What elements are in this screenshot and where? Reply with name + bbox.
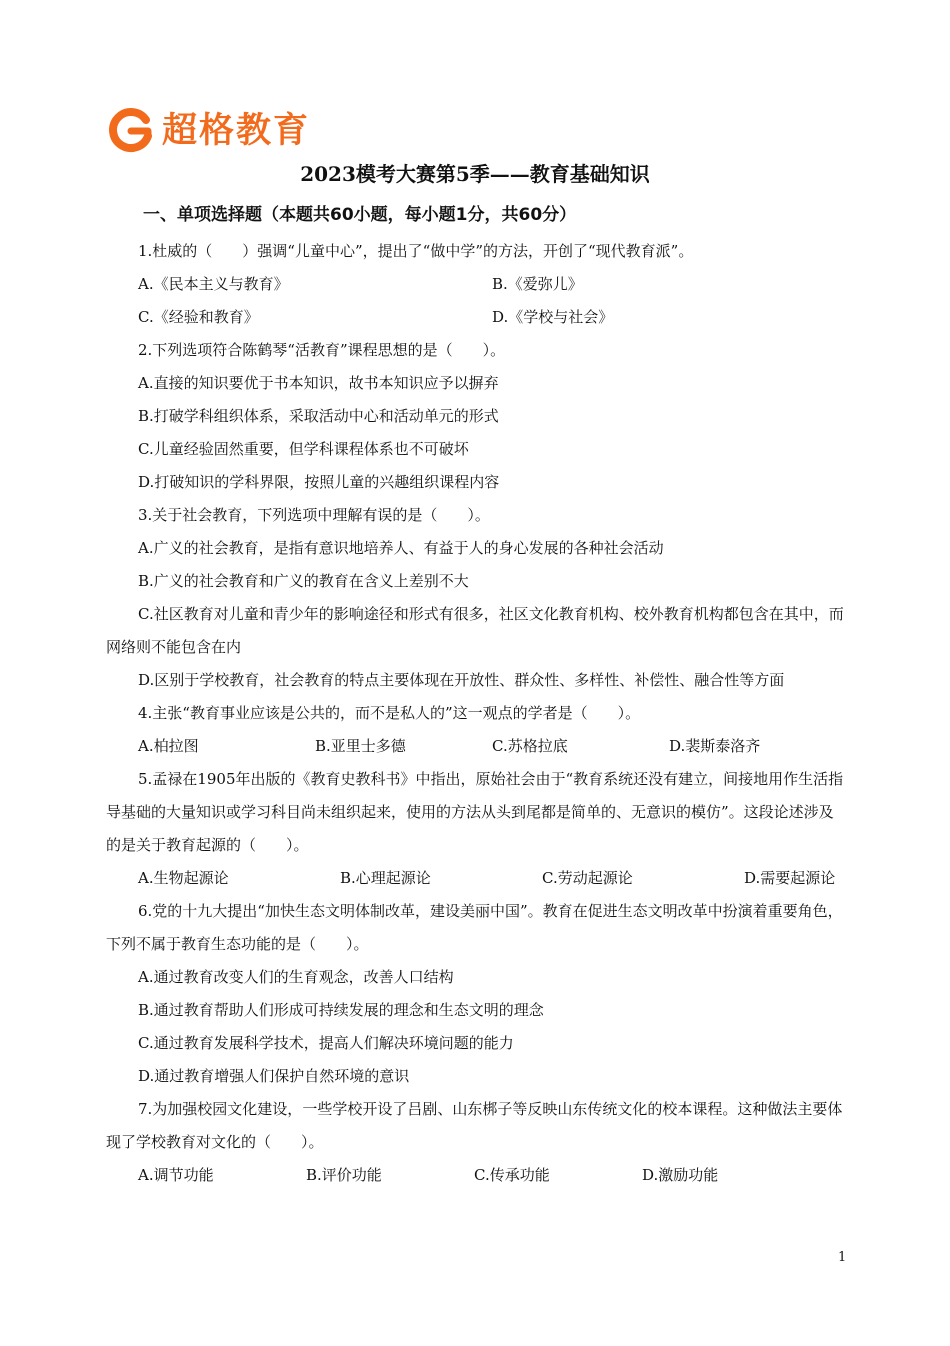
option-b: B.心理起源论 (340, 869, 431, 887)
option-c: C.通过教育发展科学技术，提高人们解决环境问题的能力 (138, 1034, 514, 1052)
logo-c-icon (106, 106, 156, 156)
options-row (106, 301, 846, 334)
option-c: C.儿童经验固然重要，但学科课程体系也不可破坏 (138, 440, 469, 458)
option-c: C.苏格拉底 (492, 737, 568, 755)
brand-logo (106, 106, 310, 156)
option-a: A.直接的知识要优于书本知识，故书本知识应予以摒弃 (138, 374, 499, 392)
option-d: D.《学校与社会》 (492, 308, 614, 326)
logo-text: 超格教育 (162, 111, 311, 151)
question-stem: 4.主张“教育事业应该是公共的，而不是私人的”这一观点的学者是（ ）。 (138, 704, 641, 722)
option-a: A.通过教育改变人们的生育观念，改善人口结构 (138, 968, 454, 986)
options-row (106, 730, 846, 763)
option-b: B.通过教育帮助人们形成可持续发展的理念和生态文明的理念 (138, 1001, 544, 1019)
option-d: D.打破知识的学科界限，按照儿童的兴趣组织课程内容 (138, 473, 500, 491)
page-number: 1 (838, 1250, 847, 1265)
option-c: C.社区教育对儿童和青少年的影响途径和形式有很多，社区文化教育机构、校外教育机构都包含在其中，而网络则不能包含在内 (106, 605, 844, 656)
option-d: D.通过教育增强人们保护自然环境的意识 (138, 1067, 410, 1085)
option-b: B.《爱弥儿》 (492, 275, 583, 293)
options-row (106, 1159, 846, 1192)
option-b: B.广义的社会教育和广义的教育在含义上差别不大 (138, 572, 469, 590)
option-a: A.生物起源论 (138, 869, 229, 887)
option-d: D.裴斯泰洛齐 (669, 737, 761, 755)
question-stem: 2.下列选项符合陈鹤琴“活教育”课程思想的是（ ）。 (138, 341, 506, 359)
question-stem: 1.杜威的（ ）强调“儿童中心”，提出了“做中学”的方法，开创了“现代教育派”。 (138, 242, 694, 260)
option-d: D.激励功能 (642, 1166, 719, 1184)
option-b: B.亚里士多德 (315, 737, 406, 755)
option-d: D.区别于学校教育，社会教育的特点主要体现在开放性、群众性、多样性、补偿性、融合性等方面 (138, 671, 785, 689)
option-a: A.调节功能 (138, 1166, 214, 1184)
question-list (106, 235, 846, 1192)
option-a: A.柏拉图 (138, 737, 199, 755)
option-c: C.《经验和教育》 (138, 308, 259, 326)
options-row (106, 862, 846, 895)
option-d: D.需要起源论 (744, 869, 836, 887)
question-stem: 6.党的十九大提出“加快生态文明体制改革，建设美丽中国”。教育在促进生态文明改革中扮演着重要角色，下列不属于教育生态功能的是（ ）。 (106, 902, 843, 953)
option-a: A.《民本主义与教育》 (138, 275, 289, 293)
section-heading: 一、单项选择题（本题共60小题，每小题1分，共60分） (143, 205, 577, 225)
option-b: B.评价功能 (306, 1166, 382, 1184)
question-stem: 7.为加强校园文化建设，一些学校开设了吕剧、山东梆子等反映山东传统文化的校本课程。这种做法主要体现了学校教育对文化的（ ）。 (106, 1100, 843, 1151)
option-b: B.打破学科组织体系，采取活动中心和活动单元的形式 (138, 407, 499, 425)
option-c: C.劳动起源论 (542, 869, 633, 887)
option-a: A.广义的社会教育，是指有意识地培养人、有益于人的身心发展的各种社会活动 (138, 539, 664, 557)
options-row (106, 268, 846, 301)
question-stem: 5.孟禄在1905年出版的《教育史教科书》中指出，原始社会由于“教育系统还没有建立，间接地用作生活指导基础的大量知识或学习科目尚未组织起来，使用的方法从头到尾都是简单的、无意识的模仿”。这段论述涉及的是关于教育起源的（ ）。 (106, 770, 844, 854)
question-stem: 3.关于社会教育，下列选项中理解有误的是（ ）。 (138, 506, 490, 524)
page-title: 2023模考大赛第5季——教育基础知识 (300, 162, 650, 186)
option-c: C.传承功能 (474, 1166, 550, 1184)
